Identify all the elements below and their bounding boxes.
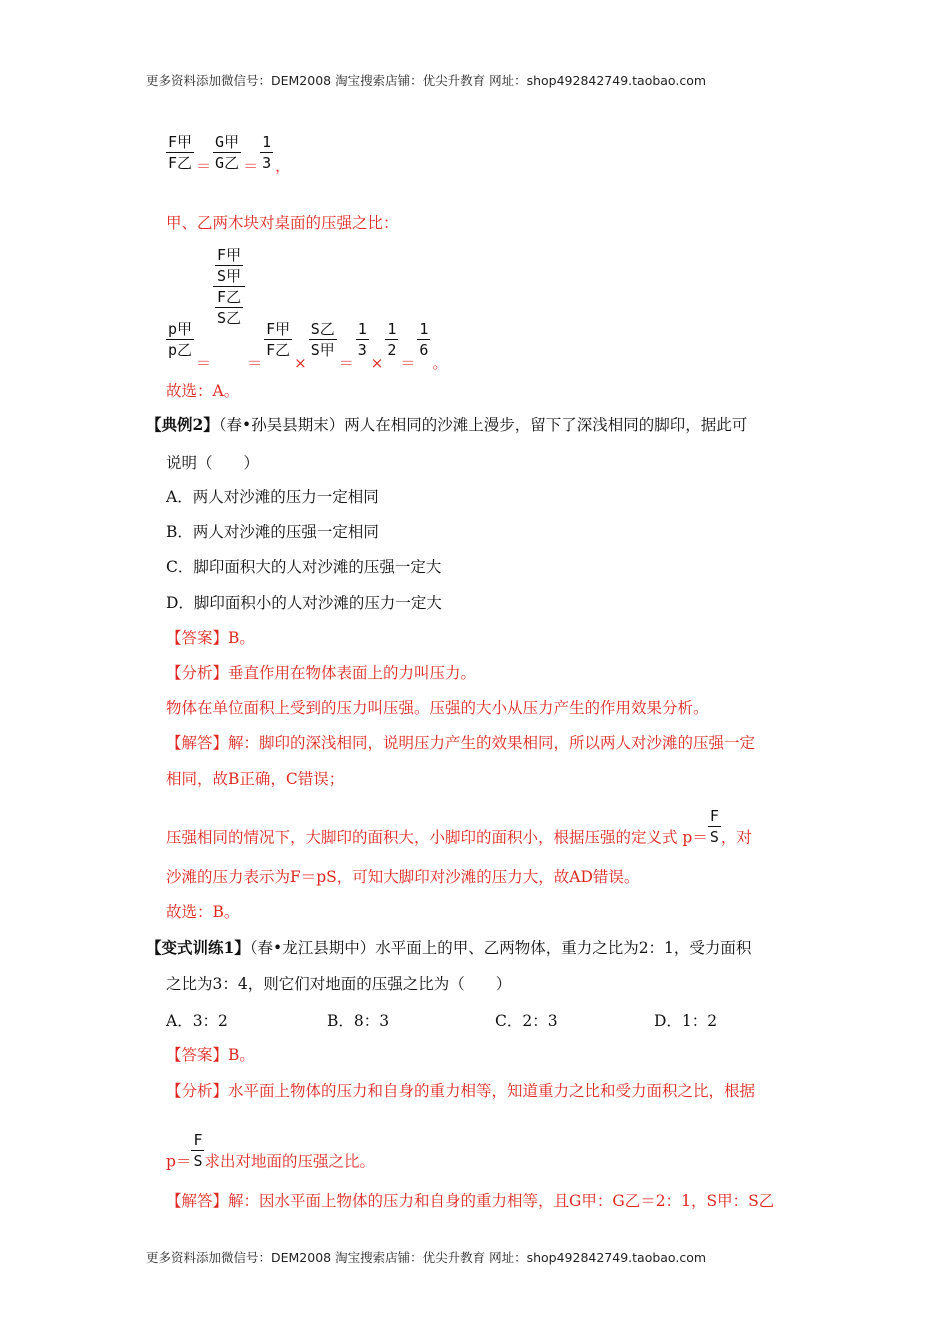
page-header: 更多资料添加微信号：DEM2008 淘宝搜索店铺：优尖升教育 网址：shop492842749.taobao.com bbox=[146, 73, 707, 88]
example2-answer: 【答案】B。 bbox=[166, 629, 255, 647]
variant1-solution: 【解答】解：因水平面上物体的压力和自身的重力相等，且G甲：G乙＝2：1，S甲：S乙 bbox=[166, 1192, 775, 1210]
variant1-option-c: C．2：3 bbox=[495, 1012, 558, 1030]
variant1-option-a: A．3：2 bbox=[166, 1012, 228, 1030]
example2-solution-cont: 相同，故B正确，C错误； bbox=[166, 770, 345, 788]
page-footer: 更多资料添加微信号：DEM2008 淘宝搜索店铺：优尖升教育 网址：shop492842749.taobao.com bbox=[146, 1250, 707, 1265]
example2-option-d: D．脚印面积小的人对沙滩的压力一定大 bbox=[166, 594, 442, 612]
variant1-tag: 【变式训练1】 bbox=[146, 938, 250, 957]
answer-choice-a: 故选：A。 bbox=[166, 382, 240, 400]
variant1-analysis-formula-line: p＝ $\frac{F}{S}$ 求出对地面的压强之比。 bbox=[166, 1131, 375, 1171]
fraction-s-ratio: $\frac{\text{S乙}}{\text{S甲}}$ bbox=[310, 319, 335, 359]
variant1-answer: 【答案】B。 bbox=[166, 1046, 255, 1064]
fraction-one-sixth: $\frac{1}{6}$ bbox=[419, 319, 429, 359]
example2-analysis-2: 物体在单位面积上受到的压力叫压强。压强的大小从压力产生的作用效果分析。 bbox=[166, 699, 709, 717]
variant1-option-d: D．1：2 bbox=[654, 1012, 718, 1030]
fraction-one-third: $\frac{1}{3}$ bbox=[357, 319, 367, 359]
variant1-option-b: B．8：3 bbox=[327, 1012, 390, 1030]
example2-solution-l4: 沙滩的压力表示为F＝pS，可知大脚印对沙滩的压力大，故AD错误。 bbox=[166, 868, 640, 886]
fraction-compound: $\frac{\frac{\text{F甲}}{\text{S甲}}}{\frac{\text{F乙}}{\text{S乙}}}$ bbox=[213, 245, 245, 328]
equation-force-ratio: $\frac{\text{F甲}}{\text{F乙}}$ ＝ $\frac{\text{G甲}}{\text{G乙}}$ ＝ $\frac{1}{3}$ ， bbox=[168, 133, 291, 175]
pressure-ratio-intro: 甲、乙两木块对桌面的压强之比： bbox=[166, 214, 399, 232]
fraction-g: $\frac{\text{G甲}}{\text{G乙}}$ bbox=[215, 133, 240, 172]
variant1-stem: 【变式训练1】（春•龙江县期中）水平面上的甲、乙两物体，重力之比为2：1，受力面积 bbox=[146, 938, 752, 957]
fraction-one-third: $\frac{1}{3}$ bbox=[262, 133, 272, 172]
fraction-f: $\frac{\text{F甲}}{\text{F乙}}$ bbox=[168, 133, 193, 172]
example2-tag: 【典例2】 bbox=[146, 415, 219, 434]
example2-solution: 【解答】解：脚印的深浅相同，说明压力产生的效果相同，所以两人对沙滩的压强一定 bbox=[166, 734, 756, 752]
variant1-stem-cont: 之比为3：4，则它们对地面的压强之比为（ ） bbox=[166, 975, 512, 993]
example2-option-b: B．两人对沙滩的压强一定相同 bbox=[166, 523, 379, 541]
example2-solution-formula-line: 压强相同的情况下，大脚印的面积大，小脚印的面积小，根据压强的定义式 p＝ $\frac{F}{S}$ ，对 bbox=[166, 807, 752, 847]
equation-pressure-ratio: $\frac{\text{p甲}}{\text{p乙}}$ ＝ $\frac{\frac{\text{F甲}}{\text{S甲}}}{\frac{\text{F乙}}{\text{S乙}}}$ ＝ $\frac{\text{F甲}}{\text{F乙}}$ × $\frac{\text{S乙}}{\text{S甲}}$ ＝ $\frac{1}{3}$ × $\frac{1}{2}$ ＝ $\frac{1}{6}$ 。 bbox=[168, 246, 448, 372]
example2-stem: 【典例2】（春•孙吴县期末）两人在相同的沙滩上漫步，留下了深浅相同的脚印，据此可 bbox=[146, 415, 748, 434]
fraction-f-over-s: $\frac{F}{S}$ bbox=[709, 807, 719, 846]
fraction-f-over-s: $\frac{F}{S}$ bbox=[193, 1131, 203, 1170]
fraction-p: $\frac{\text{p甲}}{\text{p乙}}$ bbox=[168, 319, 193, 359]
variant1-analysis: 【分析】水平面上物体的压力和自身的重力相等，知道重力之比和受力面积之比，根据 bbox=[166, 1082, 756, 1100]
fraction-f-ratio: $\frac{\text{F甲}}{\text{F乙}}$ bbox=[266, 319, 291, 359]
fraction-one-half: $\frac{1}{2}$ bbox=[387, 319, 397, 359]
example2-stem-cont: 说明（ ） bbox=[166, 454, 260, 472]
example2-final: 故选：B。 bbox=[166, 903, 240, 921]
example2-option-c: C．脚印面积大的人对沙滩的压强一定大 bbox=[166, 558, 442, 576]
example2-analysis: 【分析】垂直作用在物体表面上的力叫压力。 bbox=[166, 664, 477, 682]
example2-option-a: A．两人对沙滩的压力一定相同 bbox=[166, 488, 379, 506]
